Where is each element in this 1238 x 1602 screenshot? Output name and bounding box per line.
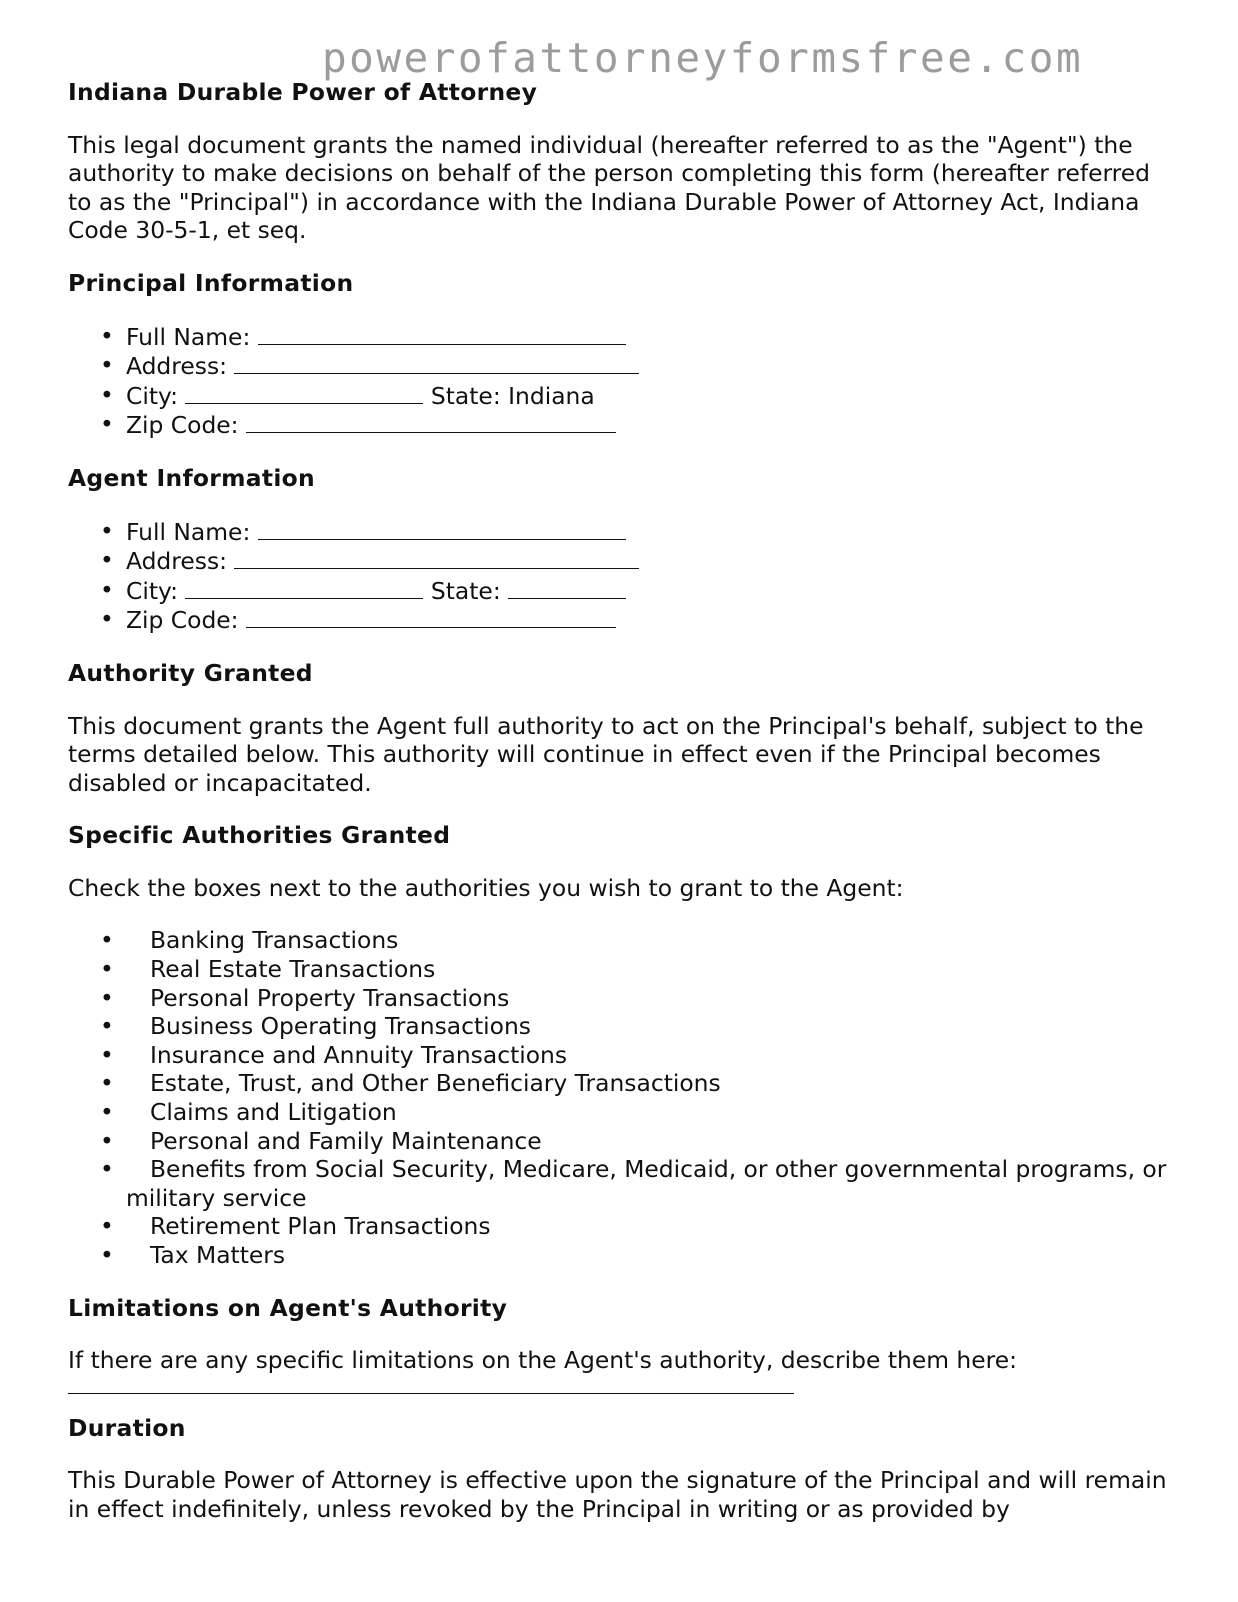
authority-item-personal-property[interactable]: • Personal Property Transactions: [68, 984, 1178, 1013]
agent-city-input[interactable]: [185, 576, 423, 599]
agent-heading: Agent Information: [68, 463, 316, 492]
specific-instruction: Check the boxes next to the authorities you wish to grant to the Agent:: [68, 873, 904, 902]
agent-state-input[interactable]: [508, 576, 626, 599]
limitations-paragraph: If there are any specific limitations on the Agent's authority, describe them here:: [68, 1346, 1018, 1375]
agent-address-row: [100, 546, 1178, 576]
principal-state-value: Indiana: [508, 381, 595, 410]
principal-full-name-row: [100, 322, 1178, 352]
principal-address-input[interactable]: [234, 351, 639, 374]
limitations-heading: Limitations on Agent's Authority: [68, 1293, 508, 1322]
principal-zip-row: [100, 410, 1178, 440]
agent-city-label: City:: [126, 576, 179, 605]
document-page: [68, 78, 1178, 1524]
authority-item-banking[interactable]: • Banking Transactions: [68, 926, 1178, 955]
agent-state-label: State:: [430, 576, 501, 605]
authority-item-government-benefits[interactable]: • Benefits from Social Security, Medicare, Medicaid, or other governmental programs, or military service: [68, 1155, 1178, 1212]
principal-zip-label: Zip Code:: [126, 411, 239, 440]
authority-item-tax-matters[interactable]: • Tax Matters: [68, 1241, 1178, 1270]
agent-full-name-input[interactable]: [258, 517, 626, 540]
duration-paragraph: This Durable Power of Attorney is effective upon the signature of the Principal and will remain in effect indefinitely, unless revoked by the Principal in writing or as provided by: [68, 1466, 1167, 1523]
principal-heading: Principal Information: [68, 268, 354, 297]
principal-address-label: Address:: [126, 352, 228, 381]
authority-item-retirement-plan[interactable]: • Retirement Plan Transactions: [68, 1212, 1178, 1241]
duration-heading: Duration: [68, 1413, 186, 1442]
agent-fields: [68, 517, 1178, 635]
authority-list: [68, 926, 1178, 1269]
authority-paragraph: This document grants the Agent full authority to act on the Principal's behalf, subject to the terms detailed below. This authority will continue in effect even if the Principal becomes disabled or incapacitated.: [68, 711, 1144, 797]
agent-zip-row: [100, 605, 1178, 635]
authority-item-real-estate[interactable]: • Real Estate Transactions: [68, 955, 1178, 984]
authority-item-business-operating[interactable]: • Business Operating Transactions: [68, 1012, 1178, 1041]
authority-item-claims-litigation[interactable]: • Claims and Litigation: [68, 1098, 1178, 1127]
principal-state-label: State:: [430, 381, 501, 410]
document-title: Indiana Durable Power of Attorney: [68, 78, 538, 106]
agent-address-input[interactable]: [234, 546, 639, 569]
principal-city-label: City:: [126, 381, 179, 410]
specific-heading: Specific Authorities Granted: [68, 821, 451, 850]
intro-paragraph: This legal document grants the named individual (hereafter referred to as the "Agent") the authority to make decisions on behalf of the person completing this form (hereafter referred to as the "Principal") in accordance with the Indiana Durable Power of Attorney Act, Indiana Code 30-5-1, et seq.: [68, 130, 1151, 245]
principal-address-row: [100, 351, 1178, 381]
principal-full-name-label: Full Name:: [126, 322, 251, 351]
agent-city-state-row: [100, 576, 1178, 606]
authority-heading: Authority Granted: [68, 658, 313, 687]
limitations-input[interactable]: [68, 1375, 794, 1394]
principal-city-input[interactable]: [185, 381, 423, 404]
principal-zip-input[interactable]: [246, 410, 616, 433]
agent-full-name-row: [100, 517, 1178, 547]
principal-fields: [68, 322, 1178, 440]
principal-full-name-input[interactable]: [258, 322, 626, 345]
authority-item-family-maintenance[interactable]: • Personal and Family Maintenance: [68, 1127, 1178, 1156]
agent-zip-label: Zip Code:: [126, 606, 239, 635]
agent-address-label: Address:: [126, 547, 228, 576]
authority-item-insurance-annuity[interactable]: • Insurance and Annuity Transactions: [68, 1041, 1178, 1070]
agent-full-name-label: Full Name:: [126, 517, 251, 546]
watermark: powerofattorneyformsfree.com: [322, 34, 1084, 82]
principal-city-state-row: [100, 381, 1178, 411]
agent-zip-input[interactable]: [246, 605, 616, 628]
authority-item-estate-trust[interactable]: • Estate, Trust, and Other Beneficiary Transactions: [68, 1069, 1178, 1098]
